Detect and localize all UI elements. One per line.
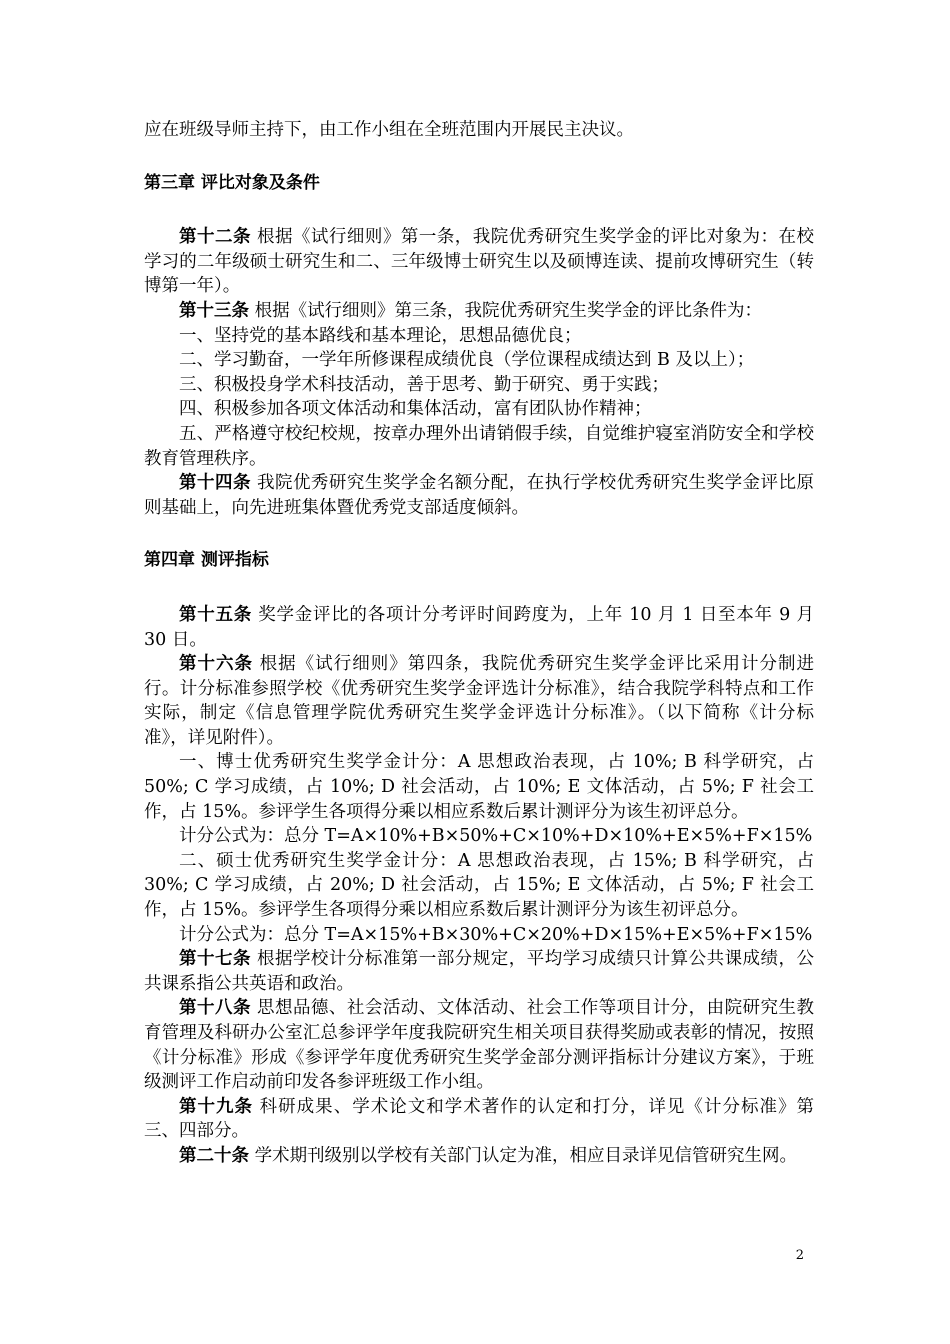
doctoral-scoring: 一、博士优秀研究生奖学金计分：A 思想政治表现，占 10%; B 科学研究，占 50%; C 学习成绩，占 10%; D 社会活动，占 10%; E 文体活动，占 5%; F 社会工作，占 15%。参评学生各项得分乘以相应系数后累计测评分为该生初评总分。	[144, 752, 814, 822]
article-20-label: 第二十条	[179, 1145, 249, 1166]
master-formula: 计分公式为：总分 T=A×15%+B×30%+C×20%+D×15%+E×5%+F×15%	[179, 924, 813, 945]
article-19-label: 第十九条	[179, 1096, 254, 1117]
article-15-label: 第十五条	[179, 604, 252, 625]
page-number: 2	[795, 1248, 804, 1263]
doctoral-formula: 计分公式为：总分 T=A×10%+B×50%+C×10%+D×10%+E×5%+F×15%	[179, 826, 813, 847]
condition-3: 三、积极投身学术科技活动，善于思考、勤于研究、勇于实践；	[179, 374, 669, 395]
chapter-3-heading: 第三章 评比对象及条件	[144, 172, 320, 193]
chapter-4-heading: 第四章 测评指标	[144, 550, 269, 571]
article-14-text: 我院优秀研究生奖学金名额分配，在执行学校优秀研究生奖学金评比原则基础上，向先进班集体暨优秀党支部适度倾斜。	[144, 473, 814, 518]
article-13	[144, 299, 814, 324]
article-16-label: 第十六条	[179, 654, 254, 675]
article-14	[144, 471, 814, 520]
condition-4: 四、积极参加各项文体活动和集体活动，富有团队协作精神；	[179, 399, 652, 420]
article-17	[144, 947, 814, 996]
master-scoring: 二、硕士优秀研究生奖学金计分：A 思想政治表现，占 15%; B 科学研究，占 30%; C 学习成绩，占 20%; D 社会活动，占 15%; E 文体活动，占 5%; F 社会工作，占 15%。参评学生各项得分乘以相应系数后累计测评分为该生初评总分。	[144, 850, 814, 921]
article-12-label: 第十二条	[179, 227, 251, 248]
condition-5: 五、严格遵守校纪校规，按章办理外出请销假手续，自觉维护寝室消防安全和学校教育管理秩序。	[144, 423, 814, 469]
article-16	[144, 652, 814, 750]
document-body	[144, 118, 814, 1169]
paragraph-continuation: 应在班级导师主持下，由工作小组在全班范围内开展民主决议。	[144, 120, 634, 140]
article-12-text: 根据《试行细则》第一条，我院优秀研究生奖学金的评比对象为：在校学习的二年级硕士研究生和二、三年级博士研究生以及硕博连读、提前攻博研究生（转博第一年）。	[144, 227, 814, 297]
article-18	[144, 996, 814, 1094]
article-16-text: 根据《试行细则》第四条，我院优秀研究生奖学金评比采用计分制进行。计分标准参照学校《优秀研究生奖学金评选计分标准》，结合我院学科特点和工作实际，制定《信息管理学院优秀研究生奖学金评选计分标准》。（以下简称《计分标准》，详见附件）。	[144, 654, 815, 748]
article-19-text: 科研成果、学术论文和学术著作的认定和打分，详见《计分标准》第三、四部分。	[144, 1096, 815, 1142]
article-17-text: 根据学校计分标准第一部分规定，平均学习成绩只计算公共课成绩，公共课系指公共英语和政治。	[144, 949, 814, 994]
article-15-text: 奖学金评比的各项计分考评时间跨度为，上年 10 月 1 日至本年 9 月 30 日。	[144, 604, 814, 650]
article-13-text: 根据《试行细则》第三条，我院优秀研究生奖学金的评比条件为：	[249, 300, 763, 321]
condition-1: 一、坚持党的基本路线和基本理论，思想品德优良；	[179, 325, 582, 346]
condition-2: 二、学习勤奋，一学年所修课程成绩优良（学位课程成绩达到 B 及以上）；	[179, 350, 755, 371]
article-14-label: 第十四条	[179, 473, 251, 494]
article-18-text: 思想品德、社会活动、文体活动、社会工作等项目计分，由院研究生教育管理及科研办公室汇总参评学年度我院研究生相关项目获得奖励或表彰的情况，按照《计分标准》形成《参评学年度优秀研究生奖学金部分测评指标计分建议方案》，于班级测评工作启动前印发各参评班级工作小组。	[144, 998, 814, 1093]
article-18-label: 第十八条	[179, 998, 251, 1019]
article-20-text: 学术期刊级别以学校有关部门认定为准，相应目录详见信管研究生网。	[249, 1145, 798, 1166]
article-17-label: 第十七条	[179, 949, 251, 970]
article-15	[144, 603, 814, 652]
article-19	[144, 1095, 814, 1144]
article-12	[144, 225, 814, 299]
article-20	[144, 1144, 814, 1169]
article-13-label: 第十三条	[179, 300, 249, 321]
